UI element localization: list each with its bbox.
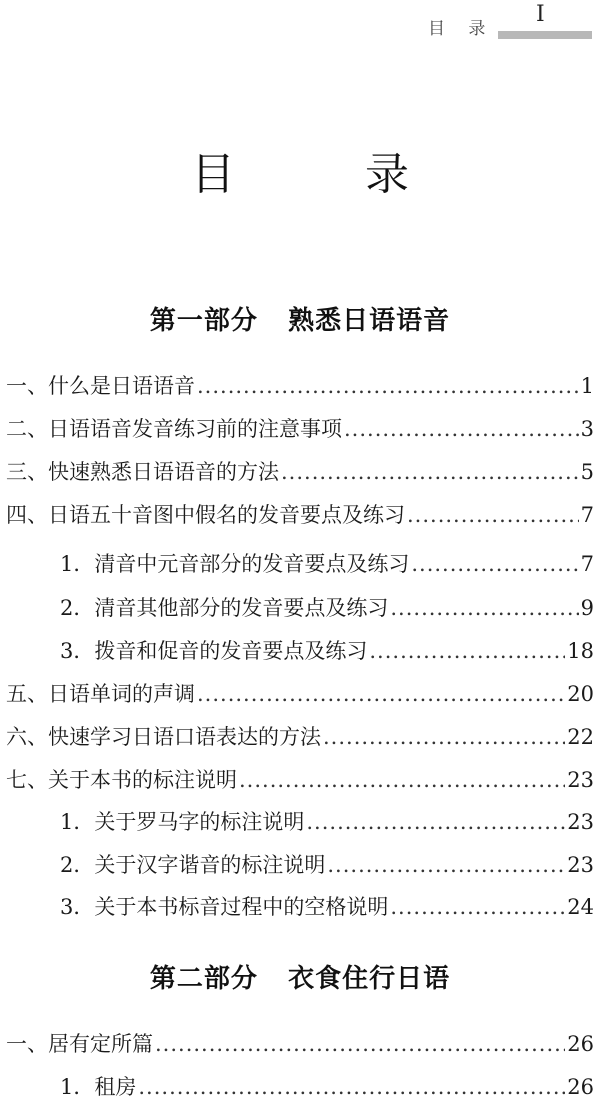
toc-entry[interactable] [6, 678, 594, 708]
toc-leader-dots [390, 596, 578, 620]
toc-leader-dots [138, 1075, 565, 1099]
toc-leader-dots [344, 417, 579, 441]
toc-entry-label: 三、快速熟悉日语语音的方法 [6, 460, 279, 484]
toc-entry-page: 22 [567, 725, 594, 749]
toc-entry-label: 1．清音中元音部分的发音要点及练习 [60, 552, 410, 576]
toc-entry[interactable] [6, 413, 594, 443]
running-header-bar [498, 31, 592, 39]
toc-leader-dots [407, 503, 579, 527]
toc-entry-label: 四、日语五十音图中假名的发音要点及练习 [6, 503, 405, 527]
toc-subentry[interactable] [60, 1071, 594, 1101]
toc-leader-dots [281, 460, 579, 484]
toc-entry-label: 3．关于本书标音过程中的空格说明 [60, 895, 389, 919]
toc-entry-label: 六、快速学习日语口语表达的方法 [6, 725, 321, 749]
toc-leader-dots [327, 853, 565, 877]
toc-entry-label: 2．关于汉字谐音的标注说明 [60, 853, 326, 877]
toc-subentry[interactable] [60, 849, 594, 879]
page-number: I [536, 2, 545, 27]
section-heading-part-1: 第一部分 熟悉日语语音 [149, 306, 451, 336]
toc-leader-dots [323, 725, 565, 749]
toc-entry-page: 23 [567, 853, 594, 877]
toc-entry[interactable] [6, 456, 594, 486]
toc-subentry[interactable] [60, 635, 594, 665]
toc-entry-label: 一、什么是日语语音 [6, 374, 195, 398]
toc-leader-dots [411, 552, 578, 576]
running-header-title: 目 录 [428, 19, 495, 39]
toc-entry[interactable] [6, 1028, 594, 1058]
toc-leader-dots [306, 810, 565, 834]
toc-leader-dots [197, 682, 565, 706]
toc-subentry[interactable] [60, 806, 594, 836]
toc-entry-page: 18 [567, 639, 594, 663]
toc-entry-label: 1．租房 [60, 1075, 137, 1099]
toc-leader-dots [390, 895, 565, 919]
toc-entry-page: 3 [580, 417, 594, 441]
toc-entry[interactable] [6, 764, 594, 794]
toc-entry-label: 一、居有定所篇 [6, 1032, 153, 1056]
toc-entry-page: 26 [567, 1075, 594, 1099]
toc-entry-page: 26 [567, 1032, 594, 1056]
section-heading-part-2: 第二部分 衣食住行日语 [149, 964, 451, 994]
toc-entry-label: 二、日语语音发音练习前的注意事项 [6, 417, 342, 441]
page-title: 目 录 [191, 149, 467, 200]
toc-entry-label: 1．关于罗马字的标注说明 [60, 810, 305, 834]
toc-entry-page: 7 [580, 552, 594, 576]
toc-entry[interactable] [6, 721, 594, 751]
toc-entry-page: 24 [567, 895, 594, 919]
toc-leader-dots [239, 768, 565, 792]
toc-leader-dots [197, 374, 579, 398]
toc-entry-page: 23 [567, 768, 594, 792]
toc-entry-page: 9 [580, 596, 594, 620]
toc-entry-page: 1 [580, 374, 594, 398]
toc-entry[interactable] [6, 370, 594, 400]
toc-entry-label: 五、日语单词的声调 [6, 682, 195, 706]
toc-subentry[interactable] [60, 548, 594, 578]
toc-subentry[interactable] [60, 592, 594, 622]
toc-entry-page: 20 [567, 682, 594, 706]
toc-subentry[interactable] [60, 891, 594, 921]
toc-entry-page: 5 [580, 460, 594, 484]
toc-leader-dots [369, 639, 565, 663]
toc-entry-page: 23 [567, 810, 594, 834]
toc-leader-dots [155, 1032, 565, 1056]
toc-entry-label: 七、关于本书的标注说明 [6, 768, 237, 792]
toc-entry-page: 7 [580, 503, 594, 527]
toc-entry[interactable] [6, 499, 594, 529]
toc-entry-label: 2．清音其他部分的发音要点及练习 [60, 596, 389, 620]
toc-entry-label: 3．拨音和促音的发音要点及练习 [60, 639, 368, 663]
